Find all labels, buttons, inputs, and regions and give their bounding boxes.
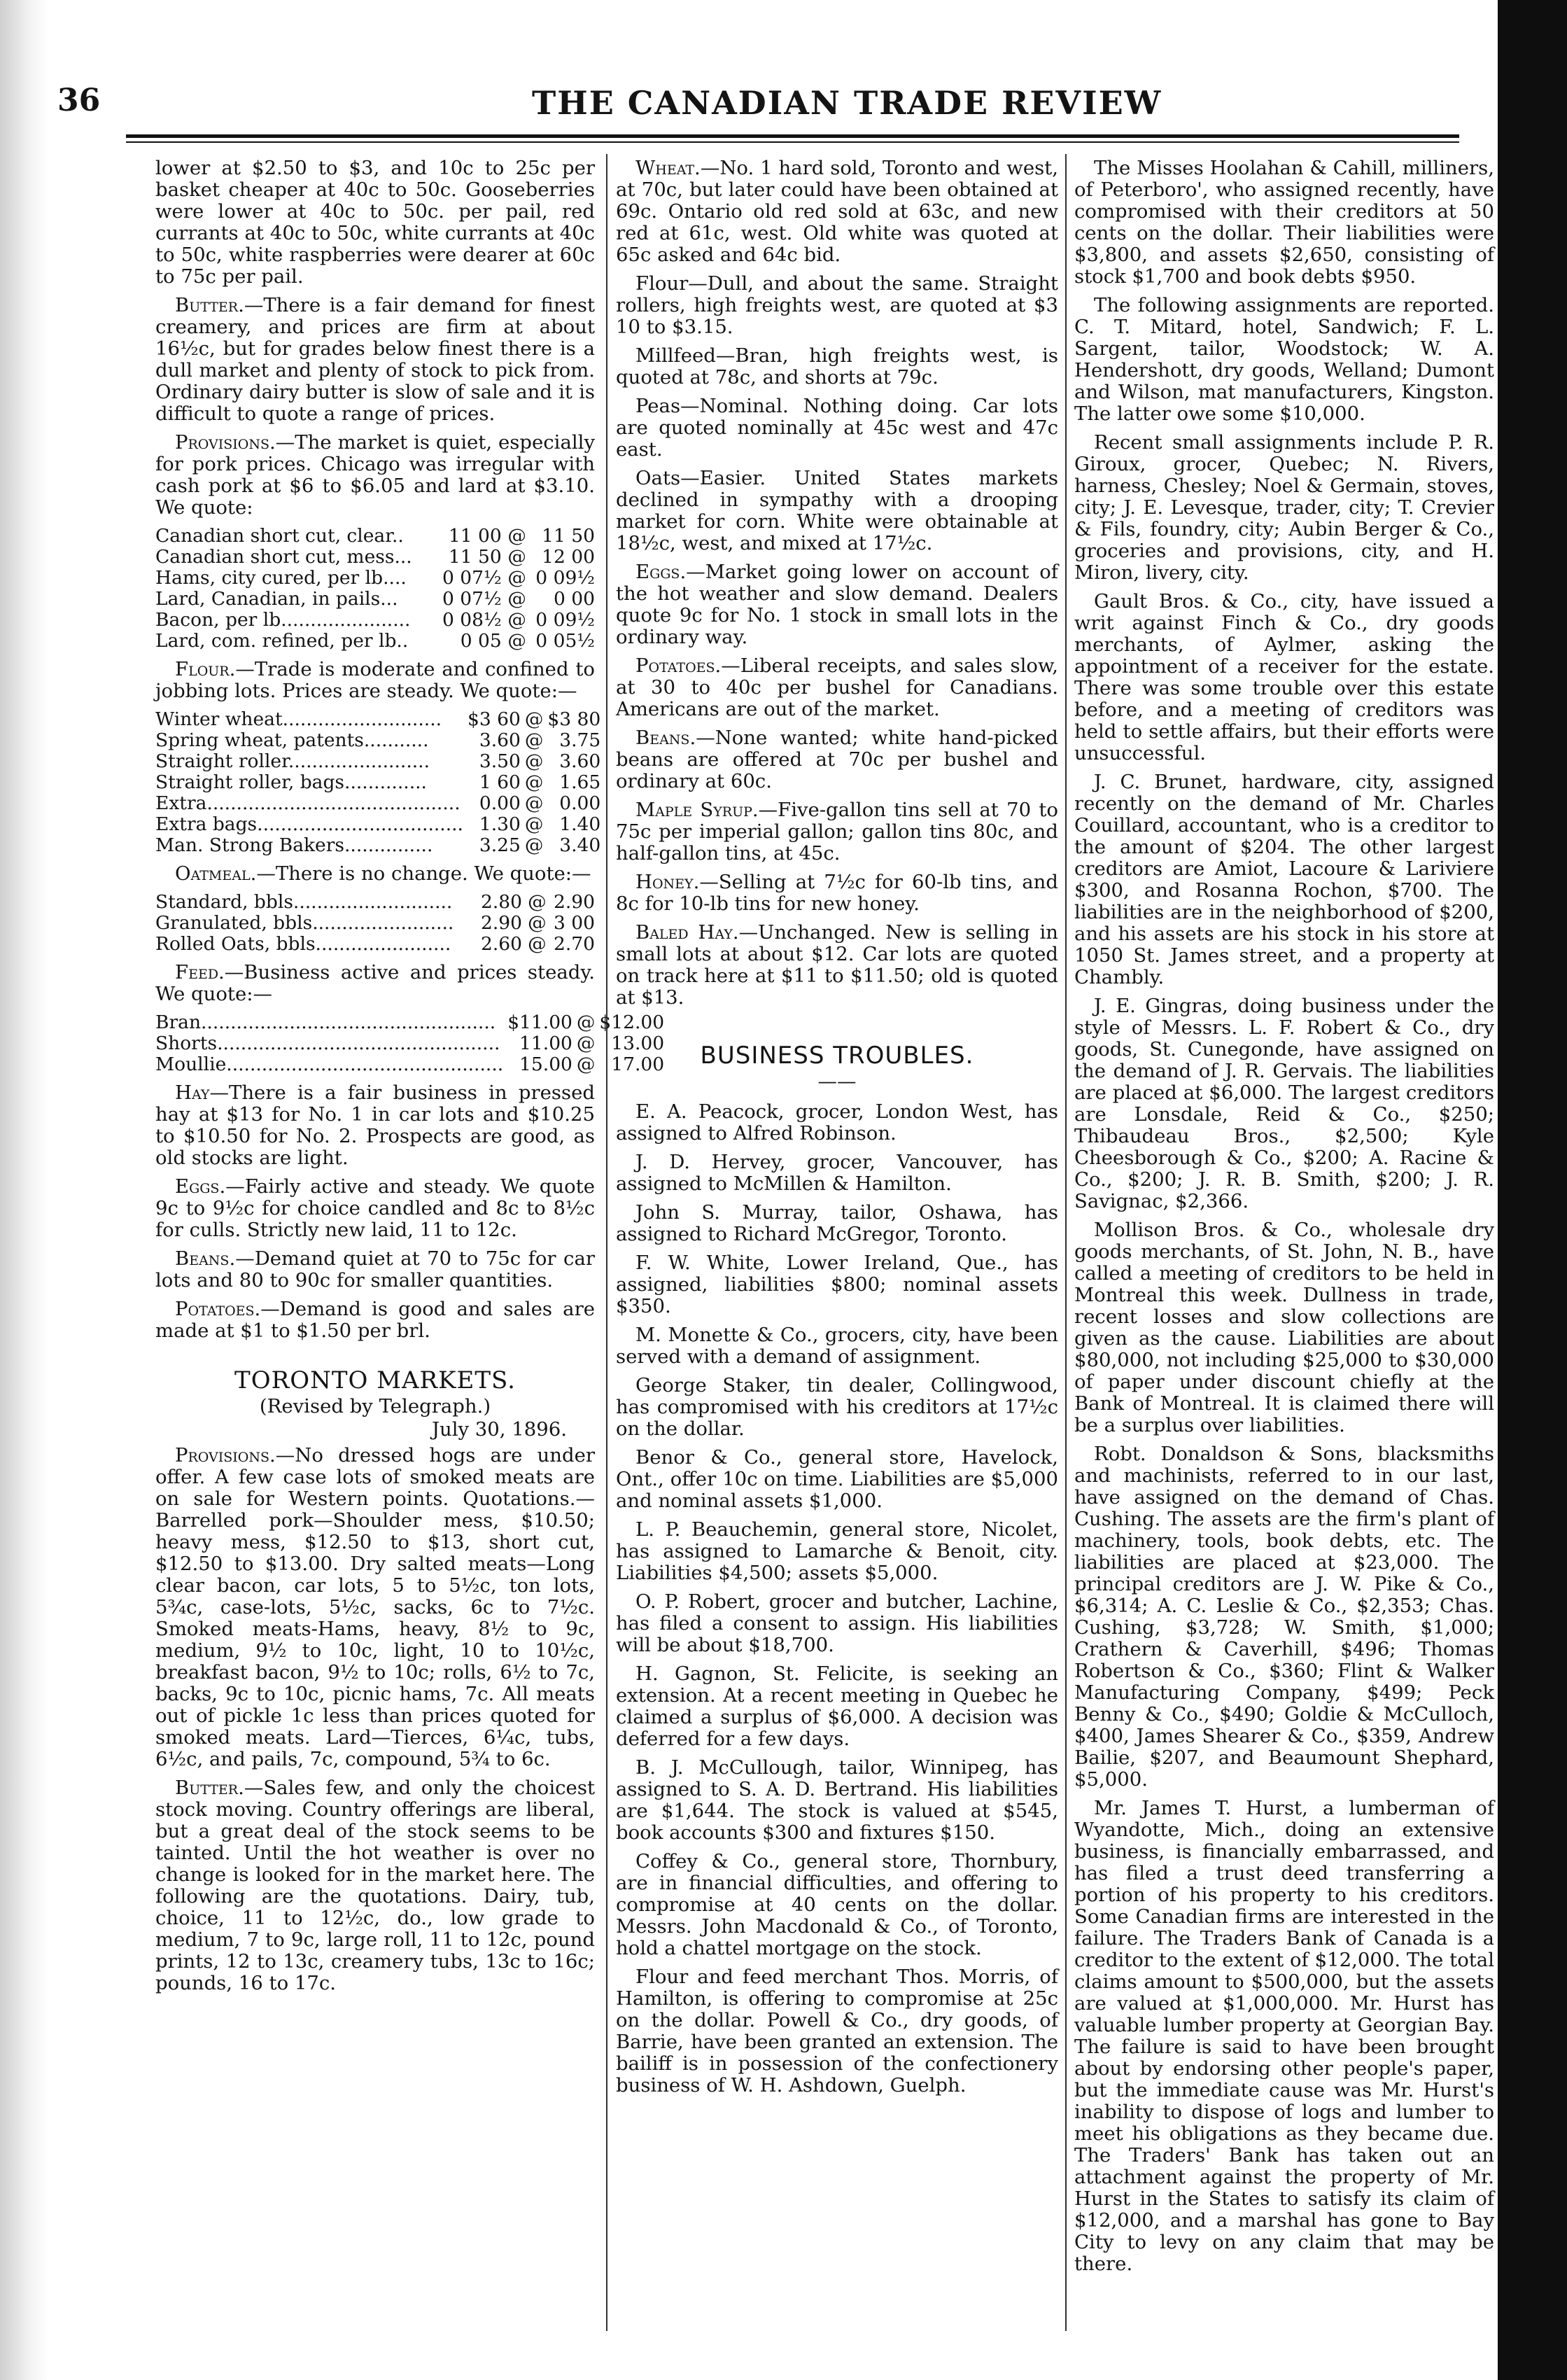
column-divider — [1065, 154, 1067, 2331]
news-item: Gault Bros. & Co., city, have issued a writ against Finch & Co., dry goods merchants, of Aylmer, asking the appointment of a receiver for the estate. There was some trouble over this estate before, and a meeting of creditors was held to settle affairs, but their efforts were unsuccessful. — [1074, 590, 1494, 764]
price-item: Moullie............................................... — [155, 1054, 504, 1075]
hay-text: —There is a fair business in pressed hay at $13 for No. 1 in car lots and $10.25 to $10.50 for No. 2. Prospects are good, as old stocks are light. — [155, 1082, 595, 1169]
price-value: @ — [576, 1054, 596, 1075]
price-value: 3.50 — [479, 750, 521, 772]
price-value: 3.40 — [559, 834, 601, 856]
maple-syrup-text: —Five-gallon tins sell at 70 to 75c per imperial gallon; gallon tins 80c, and half-gallon tins, at 45c. — [616, 799, 1058, 864]
toronto-provisions-text: —No dressed hogs are under offer. A few case lots of smoked meats are on sale for Western points. Quotations.—Barrelled pork—Shoulder mess, $10.50; heavy mess, $12.50 to $13, short cut, $12.50 to $13.00. Dry salted meats—Long clear bacon, car lots, 5 to 5½c, ton lots, 5¾c, case-lots, 5½c, sacks, 6c to 7½c. Smoked meats-Hams, heavy, 8½ to 9c, medium, 9½ to 10c, light, 10 to 10½c, breakfast bacon, 9½ to 10c; rolls, 6½ to 7c, backs, 9c to 10c, picnic hams, 7c. All meats out of pickle 1c less than prices quoted for smoked meats. Lard—Tierces, 6¼c, tubs, 6½c, and pails, 7c, compound, 5¾ to 6c. — [155, 1444, 595, 1770]
price-row — [155, 1054, 664, 1075]
potatoes-lead-2: Potatoes. — [635, 654, 722, 677]
price-value: 17.00 — [611, 1054, 665, 1075]
price-item: Extra bags................................... — [155, 813, 463, 835]
toronto-markets-heading: TORONTO MARKETS. — [234, 1366, 516, 1394]
price-value: @ — [524, 771, 544, 793]
price-value: $12.00 — [599, 1011, 665, 1033]
price-item: Canadian short cut, clear.. — [155, 525, 404, 547]
feed-paragraph — [155, 962, 595, 1005]
price-row — [155, 1033, 664, 1054]
price-value: 0 08½ — [442, 609, 502, 631]
beans-lead-2: Beans. — [635, 727, 696, 749]
potatoes-text-2: —Liberal receipts, and sales slow, at 30 to 40c per bushel for Canadians. Americans are out of the market. — [616, 654, 1058, 720]
oatmeal-paragraph — [155, 863, 595, 885]
price-value: 12 00 — [542, 546, 595, 568]
honey-paragraph — [616, 872, 1058, 915]
flour-price-table — [155, 709, 600, 856]
price-row — [155, 610, 595, 631]
price-value: 3.60 — [479, 729, 521, 751]
honey-lead: Honey. — [635, 871, 700, 893]
price-value: 3.75 — [559, 729, 601, 751]
feed-price-table — [155, 1012, 664, 1075]
provisions-lead: Provisions. — [175, 431, 276, 454]
news-item: The Misses Hoolahan & Cahill, milliners, of Peterboro', who assigned recently, have compromised with their creditors at 50 cents on the dollar. Their liabilities were $3,800, and assets $2,650, consisting of stock $1,700 and book debts $950. — [1074, 157, 1494, 288]
eggs-text-2: —Market going lower on account of the hot weather and slow demand. Dealers quote 9c for No. 1 stock in small lots in the ordinary way. — [616, 561, 1058, 648]
price-row — [155, 835, 600, 856]
price-row — [155, 589, 595, 610]
price-value: 0 07½ — [442, 567, 502, 589]
news-item: J. E. Gingras, doing business under the style of Messrs. L. F. Robert & Co., dry goods, St. Cunegonde, have assigned on the demand of J. R. Gervais. The liabilities are placed at $6,000. The largest creditors are Lonsdale, Reid & Co., $250; Thibaudeau Bros., $2,500; Kyle Cheesborough & Co., $200; A. Racine & Co., $200; J. R. B. Smith, $200; J. R. Savignac, $2,366. — [1074, 995, 1494, 1212]
price-row — [155, 1012, 664, 1033]
price-value: @ — [507, 630, 526, 652]
news-item: J. C. Brunet, hardware, city, assigned recently on the demand of Mr. Charles Couillard, accountant, who is a creditor to the amount of $204. The other largest creditors are Amiot, Lacoure & Lariviere $300, and Rosanna Rochon, $700. The liabilities are in the neighborhood of $200, and his assets are his stock in his store at 1050 St. James street, and a property at Chambly. — [1074, 771, 1494, 988]
price-item: Rolled Oats, bbls....................... — [155, 933, 451, 955]
wheat-text: —No. 1 hard sold, Toronto and west, at 70c, but later could have been obtained at 69c. Ontario old red sold at 63c, and new red at 61c, west. Old white was quoted at 65c asked and 64c bid. — [616, 157, 1058, 266]
price-value: 11 50 — [542, 525, 595, 547]
column-1 — [155, 157, 665, 2362]
price-row — [155, 568, 595, 589]
price-value: @ — [507, 609, 526, 631]
column-2 — [616, 158, 1058, 2362]
price-value: 11 50 — [448, 546, 502, 568]
price-row — [155, 709, 600, 730]
oatmeal-price-table — [155, 892, 595, 955]
hay-lead: Hay — [175, 1082, 210, 1104]
eggs-paragraph-2 — [616, 561, 1058, 648]
price-row — [155, 814, 600, 835]
bt-item: Benor & Co., general store, Havelock, Ont., offer 10c on time. Liabilities are $5,000 and nominal assets $1,000. — [616, 1446, 1058, 1512]
price-value: @ — [524, 792, 544, 814]
price-value: 2.70 — [553, 933, 595, 955]
bt-item: Coffey & Co., general store, Thornbury, are in financial difficulties, and offering to compromise at 40 cents on the dollar. Messrs. John Macdonald & Co., of Toronto, hold a chattel mortgage on the stock. — [616, 1850, 1058, 1959]
potatoes-text: —Demand is good and sales are made at $1 to $1.50 per brl. — [155, 1298, 595, 1342]
honey-text: —Selling at 7½c for 60-lb tins, and 8c for 10-lb tins for new honey. — [616, 871, 1058, 915]
price-value: 0 09½ — [535, 567, 595, 589]
wheat-paragraph — [616, 158, 1058, 266]
price-value: 13.00 — [611, 1032, 665, 1054]
price-value: 0 07½ — [442, 588, 502, 610]
price-value: 1.40 — [559, 813, 601, 835]
price-value: @ — [524, 708, 544, 730]
price-value: 0 00 — [553, 588, 595, 610]
price-value: 0 05½ — [535, 630, 595, 652]
price-value: @ — [507, 567, 526, 589]
hay-paragraph — [155, 1082, 595, 1169]
price-row — [155, 892, 595, 913]
flour-text: —Trade is moderate and confined to jobbing lots. Prices are steady. We quote:— — [155, 658, 595, 702]
toronto-butter-lead: Butter. — [175, 1777, 244, 1799]
price-item: Man. Strong Bakers............... — [155, 834, 433, 856]
price-value: @ — [524, 729, 544, 751]
baled-hay-lead: Baled Hay. — [635, 921, 739, 944]
beans-lead: Beans. — [175, 1247, 236, 1270]
peas-paragraph: Peas—Nominal. Nothing doing. Car lots are quoted nominally at 45c west and 47c east. — [616, 395, 1058, 461]
price-row — [155, 934, 595, 955]
maple-syrup-paragraph — [616, 799, 1058, 864]
price-value: $3 60 — [467, 708, 521, 730]
news-item: The following assignments are reported. C. T. Mitard, hotel, Sandwich; F. L. Sargent, tailor, Woodstock; W. A. Hendershott, dry goods, Welland; Dumont and Wilson, mat manufacturers, Kingston. The latter owe some $10,000. — [1074, 294, 1494, 425]
butter-paragraph — [155, 295, 595, 425]
price-row — [155, 730, 600, 751]
column-3 — [1074, 158, 1494, 2362]
potatoes-paragraph-2 — [616, 655, 1058, 720]
price-value: 11 00 — [448, 525, 502, 547]
price-value: @ — [528, 891, 547, 913]
price-value: $11.00 — [507, 1011, 572, 1033]
price-item: Bran.................................................. — [155, 1011, 496, 1033]
price-value: 2.90 — [480, 912, 522, 934]
feed-text: —Business active and prices steady. We quote:— — [155, 961, 595, 1005]
eggs-text: —Fairly active and steady. We quote 9c to 9½c for choice candled and 8c to 8½c for culls. Strictly new laid, 11 to 12c. — [155, 1175, 595, 1241]
provisions-paragraph — [155, 432, 595, 519]
maple-syrup-lead: Maple Syrup. — [635, 799, 759, 821]
price-value: 3 00 — [553, 912, 595, 934]
price-item: Hams, city cured, per lb.... — [155, 567, 407, 589]
price-row — [155, 526, 595, 547]
provisions-price-table — [155, 526, 595, 652]
news-item: Robt. Donaldson & Sons, blacksmiths and machinists, referred to in our last, have assigned on the demand of Chas. Cushing. The assets are the firm's plant of machinery, tools, book debts, etc. The liabilities are placed at $23,000. The principal creditors are J. W. Pike & Co., $6,314; A. C. Leslie & Co., $2,353; Chas. Cushing, $3,728; W. Smith, $1,000; Crathern & Caverhill, $496; Thomas Robertson & Co., $360; Flint & Walker Manufacturing Company, $499; Peck Benny & Co., $490; Goldie & McCulloch, $400, James Shearer & Co., $359, Andrew Bailie, $207, and Beaumount Shephard, $5,000. — [1074, 1443, 1494, 1791]
bt-item: H. Gagnon, St. Felicite, is seeking an extension. At a recent meeting in Quebec he claimed a surplus of $6,000. A decision was deferred for a few days. — [616, 1662, 1058, 1750]
price-value: 0.00 — [559, 792, 601, 814]
price-value: 1 60 — [479, 771, 521, 793]
news-item: Mollison Bros. & Co., wholesale dry goods merchants, of St. John, N. B., have called a meeting of creditors to be held in Montreal this week. Dullness in trade, recent losses and slow collections are given as the cause. Liabilities are about $80,000, not including $25,000 to $30,000 of paper under discount chiefly at the Bank of Montreal. It is claimed there will be a surplus over liabilities. — [1074, 1219, 1494, 1436]
price-value: @ — [507, 588, 526, 610]
bt-item: F. W. White, Lower Ireland, Que., has assigned, liabilities $800; nominal assets $350. — [616, 1252, 1058, 1317]
price-item: Lard, com. refined, per lb.. — [155, 630, 409, 652]
feed-lead: Feed. — [175, 961, 225, 983]
price-item: Lard, Canadian, in pails... — [155, 588, 398, 610]
bt-item: J. D. Hervey, grocer, Vancouver, has assigned to McMillen & Hamilton. — [616, 1151, 1058, 1195]
price-value: 0.00 — [479, 792, 521, 814]
toronto-markets-subheading: (Revised by Telegraph.) — [259, 1395, 491, 1418]
price-value: 0 05 — [460, 630, 502, 652]
butter-text: —There is a fair demand for finest creamery, and prices are firm at about 16½c, but for grades below finest there is a dull market and plenty of stock to pick from. Ordinary dairy butter is slow of sale and it is difficult to quote a range of prices. — [155, 294, 595, 425]
price-value: 1.30 — [479, 813, 521, 835]
fruit-paragraph: lower at $2.50 to $3, and 10c to 25c per basket cheaper at 40c to 50c. Gooseberries were lower at 40c to 50c. per pail, red currants at 40c to 50c, white currants at 40c to 50c, white raspberries were dearer at 60c to 75c per pail. — [155, 157, 595, 288]
bt-item: O. P. Robert, grocer and butcher, Lachine, has filed a consent to assign. His liabilities will be about $18,700. — [616, 1590, 1058, 1656]
toronto-butter-text: —Sales few, and only the choicest stock moving. Country offerings are liberal, but a great deal of the stock seems to be tainted. Until the hot weather is over no change is looked for in the market here. The following are the quotations. Dairy, tub, choice, 11 to 12½c, do., low grade to medium, 7 to 9c, large roll, 11 to 12c, pound prints, 12 to 13c, creamery tubs, 13c to 16c; pounds, 16 to 17c. — [155, 1777, 595, 1994]
price-value: @ — [528, 912, 547, 934]
price-row — [155, 547, 595, 568]
toronto-markets-date: July 30, 1896. — [431, 1418, 567, 1441]
eggs-lead-2: Eggs. — [635, 561, 687, 583]
price-value: 3.25 — [479, 834, 521, 856]
millfeed-paragraph: Millfeed—Bran, high freights west, is quoted at 78c, and shorts at 79c. — [616, 344, 1058, 388]
page-number: 36 — [57, 83, 101, 118]
price-item: Shorts................................................ — [155, 1032, 500, 1054]
price-value: 3.60 — [559, 750, 601, 772]
news-item: Mr. James T. Hurst, a lumberman of Wyandotte, Mich., doing an extensive business, is financially embarrassed, and has filed a trust deed transferring a portion of his property to his creditors. Some Canadian firms are interested in the failure. The Traders Bank of Canada is a creditor to the extent of $12,000. The total claims amount to $500,000, but the assets are valued at $1,000,000. Mr. Hurst has valuable lumber property at Georgian Bay. The failure is said to have been brought about by endorsing other people's paper, but the immediate cause was Mr. Hurst's inability to dispose of logs and lumber to meet his obligations as they became due. The Traders' Bank has taken out an attachment against the property of Mr. Hurst in the States to satisfy its claim of $12,000, and a marshal has gone to Bay City to levy on any claim that may be there. — [1074, 1797, 1494, 2275]
wheat-lead: Wheat. — [635, 157, 701, 179]
journal-title: THE CANADIAN TRADE REVIEW — [532, 84, 1162, 122]
baled-hay-paragraph — [616, 922, 1058, 1009]
header-rule — [126, 134, 1459, 138]
potatoes-paragraph — [155, 1298, 595, 1342]
price-value: @ — [576, 1011, 596, 1033]
price-value: @ — [524, 834, 544, 856]
toronto-provisions-paragraph — [155, 1445, 595, 1770]
price-item: Standard, bbls........................... — [155, 891, 453, 913]
price-value: 2.90 — [553, 891, 595, 913]
price-row — [155, 913, 595, 934]
price-item: Winter wheat........................... — [155, 708, 442, 730]
price-value: @ — [528, 933, 547, 955]
toronto-butter-paragraph — [155, 1777, 595, 1994]
price-value: 11.00 — [519, 1032, 572, 1054]
eggs-lead: Eggs. — [175, 1175, 226, 1198]
oatmeal-lead: Oatmeal. — [175, 862, 257, 885]
price-value: @ — [524, 813, 544, 835]
price-item: Canadian short cut, mess... — [155, 546, 412, 568]
price-item: Straight roller, bags.............. — [155, 771, 427, 793]
column-divider — [606, 154, 607, 2331]
price-value: 2.80 — [480, 891, 522, 913]
price-value: 1.65 — [559, 771, 601, 793]
provisions-text: —The market is quiet, especially for pork prices. Chicago was irregular with cash pork at $6 to $6.05 and lard at $3.10. We quote: — [155, 431, 595, 519]
eggs-paragraph — [155, 1176, 595, 1241]
price-value: 15.00 — [519, 1054, 572, 1075]
price-value: @ — [576, 1032, 596, 1054]
price-value: @ — [507, 546, 526, 568]
bt-item: George Staker, tin dealer, Collingwood, has compromised with his creditors at 17½c on the dollar. — [616, 1374, 1058, 1440]
page-shadow-left — [0, 0, 49, 2380]
oatmeal-text: —There is no change. We quote:— — [256, 862, 591, 885]
baled-hay-text: —Unchanged. New is selling in small lots at about $12. Car lots are quoted on track here at $11 to $11.50; old is quoted at $13. — [616, 921, 1058, 1009]
bt-item: L. P. Beauchemin, general store, Nicolet, has assigned to Lamarche & Benoit, city. Liabilities $4,500; assets $5,000. — [616, 1518, 1058, 1584]
toronto-provisions-lead: Provisions. — [175, 1444, 276, 1466]
bt-item: M. Monette & Co., grocers, city, have been served with a demand of assignment. — [616, 1324, 1058, 1368]
price-item: Bacon, per lb...................... — [155, 609, 411, 631]
potatoes-lead: Potatoes. — [175, 1298, 261, 1320]
price-row — [155, 751, 600, 772]
bt-item: B. J. McCullough, tailor, Winnipeg, has assigned to S. A. D. Bertrand. His liabilities are $1,644. The stock is valued at $545, book accounts $300 and fixtures $150. — [616, 1756, 1058, 1844]
bt-item: Flour and feed merchant Thos. Morris, of Hamilton, is offering to compromise at 25c on the dollar. Powell & Co., dry goods, of Barrie, have been granted an extension. The bailiff is in possession of the confectionery business of W. H. Ashdown, Guelph. — [616, 1966, 1058, 2096]
oats-paragraph: Oats—Easier. United States markets declined in sympathy with a drooping market for corn. White were obtainable at 18½c, west, and mixed at 17½c. — [616, 467, 1058, 554]
price-item: Granulated, bbls........................ — [155, 912, 454, 934]
price-item: Straight roller........................ — [155, 750, 430, 772]
price-value: @ — [524, 750, 544, 772]
price-value: @ — [507, 525, 526, 547]
butter-lead: Butter. — [175, 294, 244, 316]
flour-paragraph — [155, 659, 595, 702]
bt-item: John S. Murray, tailor, Oshawa, has assigned to Richard McGregor, Toronto. — [616, 1201, 1058, 1245]
price-value: 0 09½ — [535, 609, 595, 631]
beans-paragraph-2 — [616, 727, 1058, 792]
price-value: $3 80 — [547, 708, 601, 730]
beans-paragraph — [155, 1248, 595, 1292]
price-row — [155, 772, 600, 793]
header-rule-thin — [126, 141, 1459, 143]
price-item: Extra........................................... — [155, 792, 461, 814]
price-row — [155, 631, 595, 652]
price-value: 2.60 — [480, 933, 522, 955]
heading-dash: —— — [817, 1070, 857, 1093]
business-troubles-heading: BUSINESS TROUBLES. — [700, 1042, 974, 1070]
news-item: Recent small assignments include P. R. Giroux, grocer, Quebec; N. Rivers, harness, Chesley; Noel & Germain, stoves, city; J. E. Levesque, trader, city; T. Crevier & Fils, foundry, city; Aubin Berger & Co., groceries and provisions, city, and H. Miron, livery, city. — [1074, 431, 1494, 584]
price-row — [155, 793, 600, 814]
beans-text: —Demand quiet at 70 to 75c for car lots and 80 to 90c for smaller quantities. — [155, 1247, 595, 1292]
scan-dark-edge — [1498, 0, 1567, 2380]
price-item: Spring wheat, patents........... — [155, 729, 429, 751]
flour-lead: Flour. — [175, 658, 236, 680]
bt-item: E. A. Peacock, grocer, London West, has assigned to Alfred Robinson. — [616, 1100, 1058, 1144]
flour-paragraph-2: Flour—Dull, and about the same. Straight rollers, high freights west, are quoted at $3 10 to $3.15. — [616, 272, 1058, 338]
beans-text-2: —None wanted; white hand-picked beans are offered at 70c per bushel and ordinary at 60c. — [616, 727, 1058, 792]
